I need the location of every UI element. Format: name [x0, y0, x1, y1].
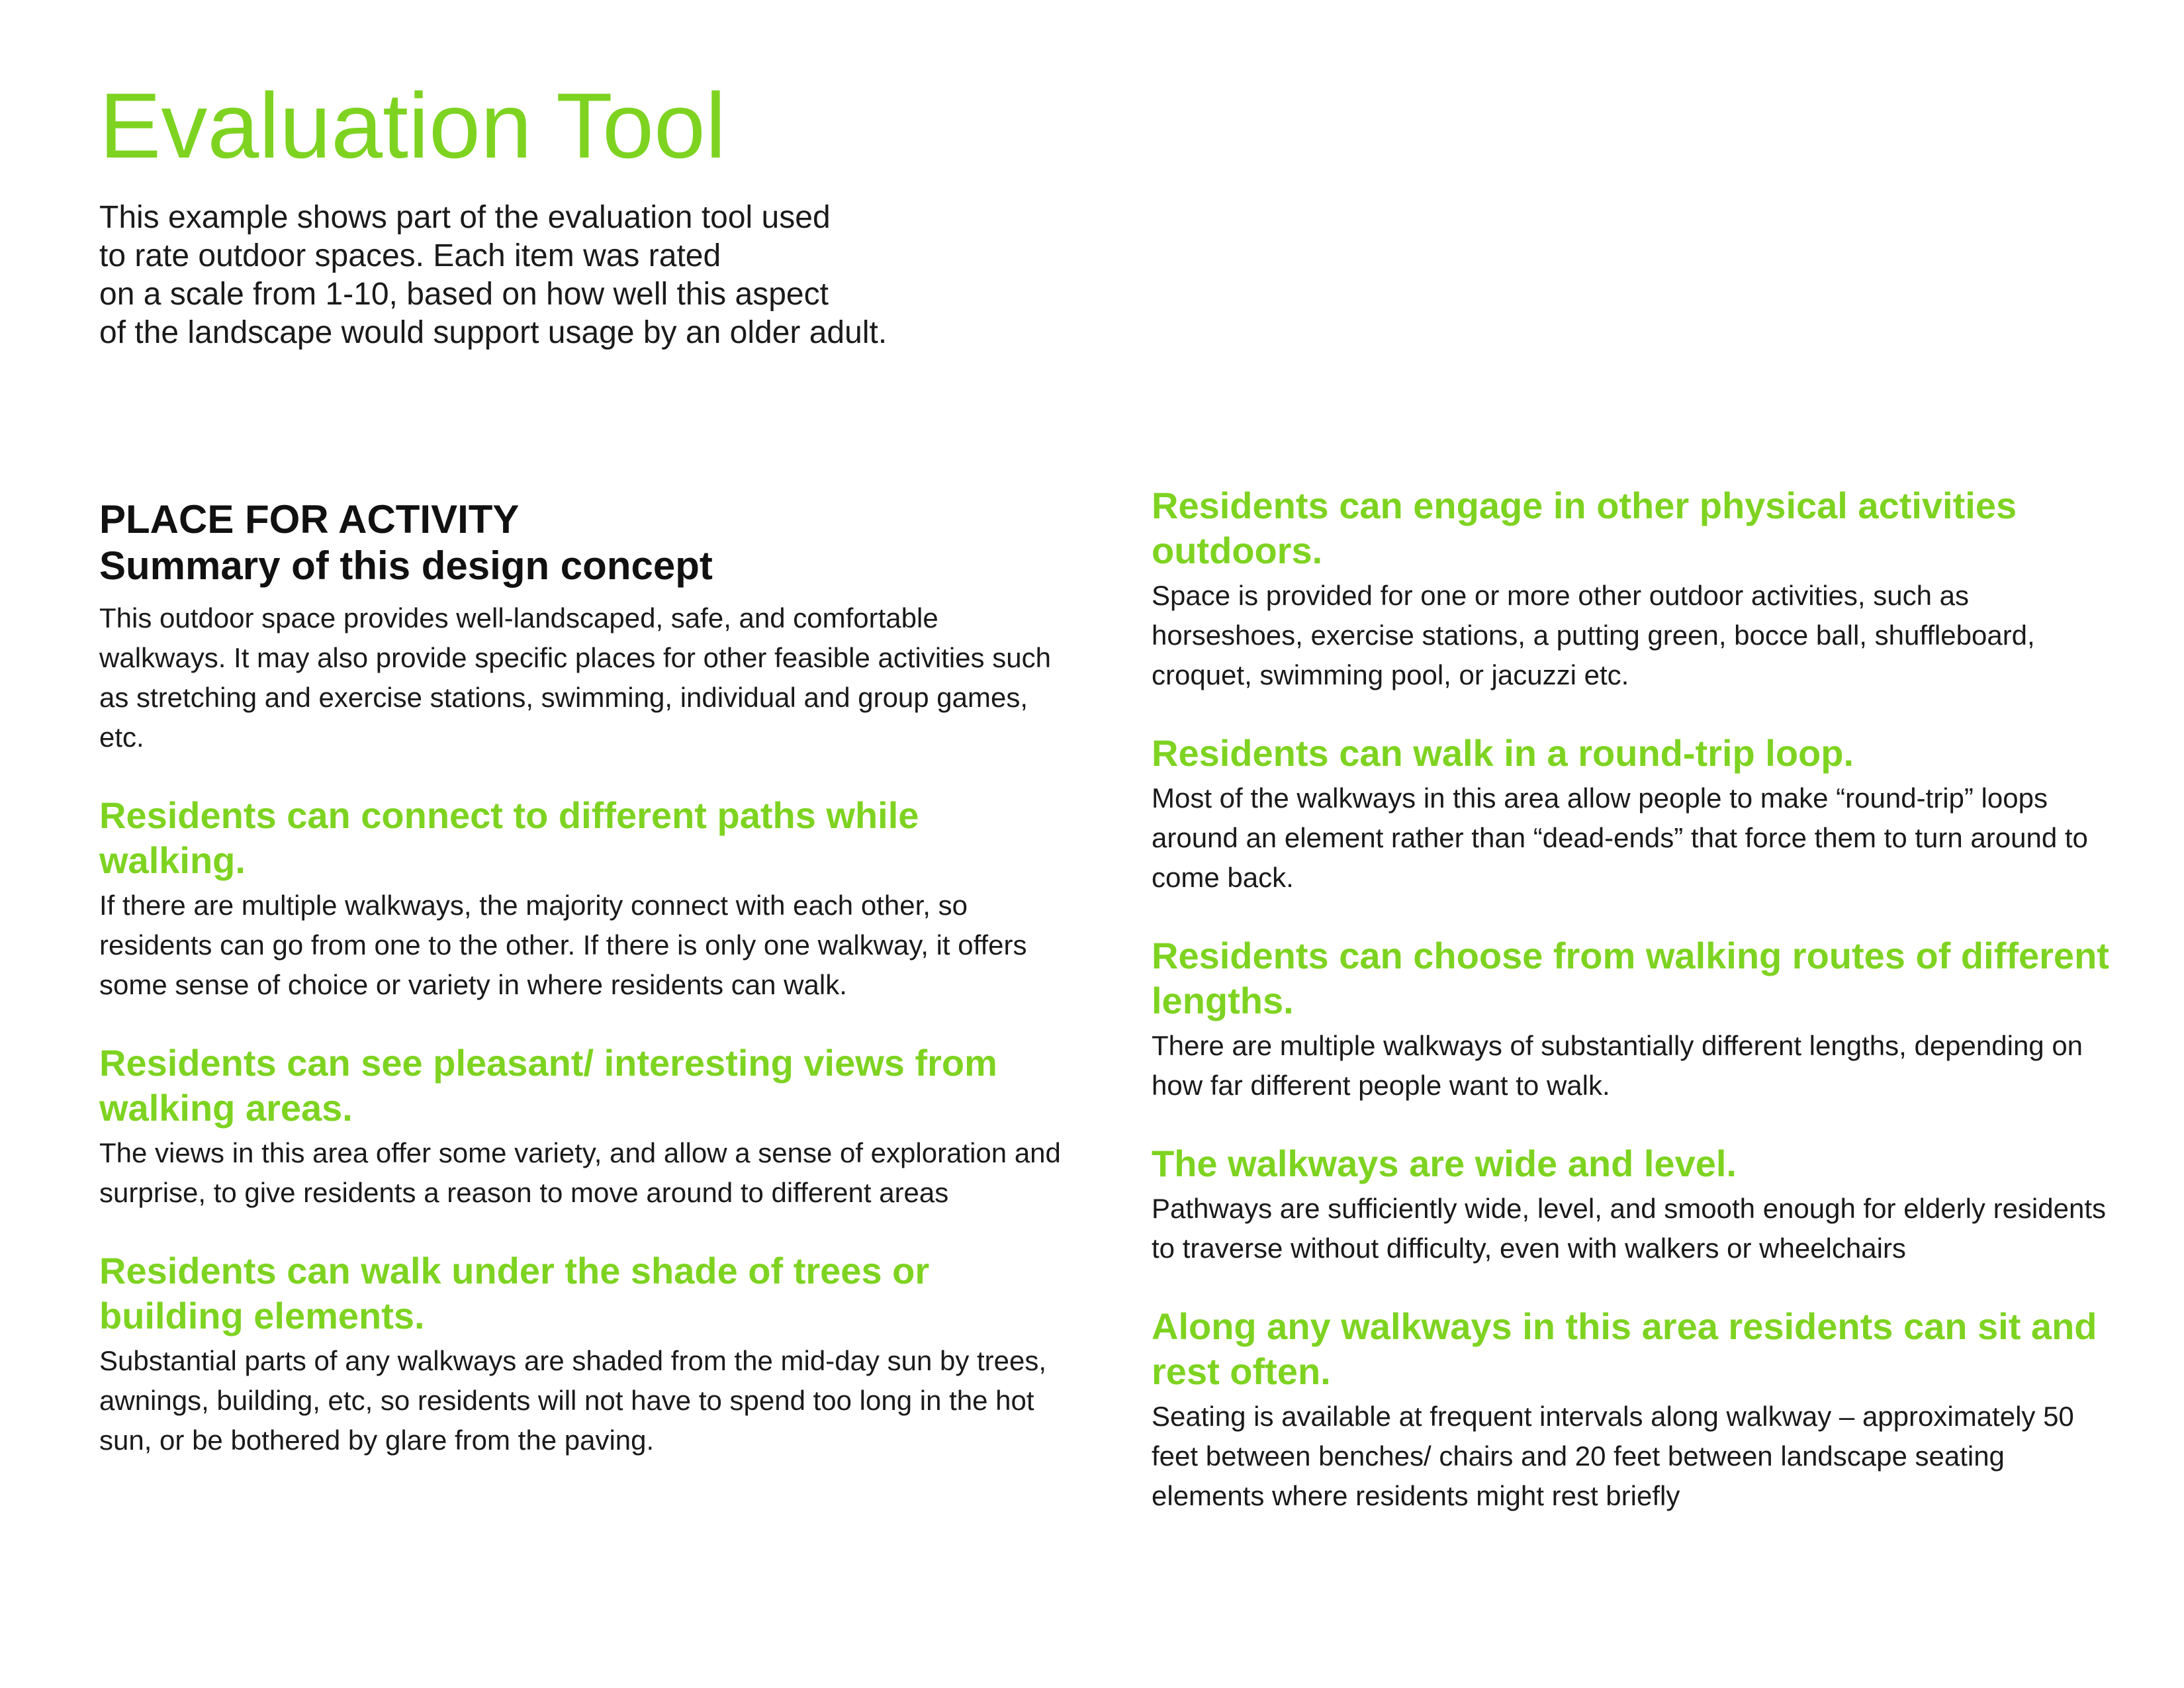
criterion-title: Residents can engage in other physical activities outdoors.	[1152, 485, 2017, 571]
criterion-item	[1152, 483, 2118, 695]
section-heading: PLACE FOR ACTIVITY	[99, 497, 520, 541]
criterion-title: Residents can see pleasant/ interesting views from walking areas.	[99, 1042, 997, 1129]
intro-line: to rate outdoor spaces. Each item was rated	[99, 238, 721, 273]
criterion-item	[99, 1041, 1066, 1213]
criterion-title: Residents can walk under the shade of trees or building elements.	[99, 1250, 930, 1336]
criterion-item	[1152, 1304, 2118, 1516]
section-subheading: Summary of this design concept	[99, 543, 713, 588]
criterion-item	[99, 1248, 1066, 1460]
criterion-title: The walkways are wide and level.	[1152, 1143, 1737, 1184]
intro-line: on a scale from 1-10, based on how well this aspect	[99, 277, 829, 312]
criterion-description: Seating is available at frequent intervals along walkway – approximately 50 feet between benches/ chairs and 20 feet between landscape seating elements where residents might rest briefly	[1152, 1401, 2074, 1511]
criterion-description: Most of the walkways in this area allow people to make “round-trip” loops around an element rather than “dead-ends” that force them to turn around to come back.	[1152, 782, 2088, 893]
left-column	[99, 496, 1066, 1460]
criterion-title: Residents can choose from walking routes of different lengths.	[1152, 935, 2109, 1021]
criterion-description: Pathways are sufficiently wide, level, and smooth enough for elderly residents to traverse without difficulty, even with walkers or wheelchairs	[1152, 1193, 2107, 1264]
criterion-title: Residents can connect to different paths while walking.	[99, 794, 919, 881]
criterion-item	[99, 793, 1066, 1005]
criterion-description: There are multiple walkways of substantially different lengths, depending on how far different people want to walk.	[1152, 1030, 2083, 1101]
criterion-description: Substantial parts of any walkways are shaded from the mid-day sun by trees, awnings, building, etc, so residents will not have to spend too long in the hot sun, or be bothered by glare from the paving.	[99, 1345, 1047, 1456]
criterion-description: The views in this area offer some variety, and allow a sense of exploration and surprise, to give residents a reason to move around to different areas	[99, 1137, 1061, 1208]
right-column	[1152, 483, 2118, 1516]
criterion-item	[1152, 1141, 2118, 1268]
intro-line: This example shows part of the evaluation tool used	[99, 200, 831, 235]
criterion-item	[1152, 933, 2118, 1105]
criterion-description: Space is provided for one or more other outdoor activities, such as horseshoes, exercise stations, a putting green, bocce ball, shuffleboard, croquet, swimming pool, or jacuzzi etc.	[1152, 580, 2035, 690]
criterion-item	[1152, 731, 2118, 898]
page-title: Evaluation Tool	[99, 73, 726, 177]
intro-line: of the landscape would support usage by an older adult.	[99, 315, 887, 350]
section-summary: This outdoor space provides well-landscaped, safe, and comfortable walkways. It may also provide specific places for other feasible activities such as stretching and exercise stations, swimming, individual and group games, etc.	[99, 602, 1051, 753]
criterion-title: Residents can walk in a round-trip loop.	[1152, 732, 1854, 774]
criterion-description: If there are multiple walkways, the majority connect with each other, so residents can go from one to the other. If there is only one walkway, it offers some sense of choice or variety in where residents can walk.	[99, 890, 1027, 1000]
criterion-title: Along any walkways in this area residents can sit and rest often.	[1152, 1305, 2097, 1392]
intro-paragraph	[99, 199, 1092, 352]
